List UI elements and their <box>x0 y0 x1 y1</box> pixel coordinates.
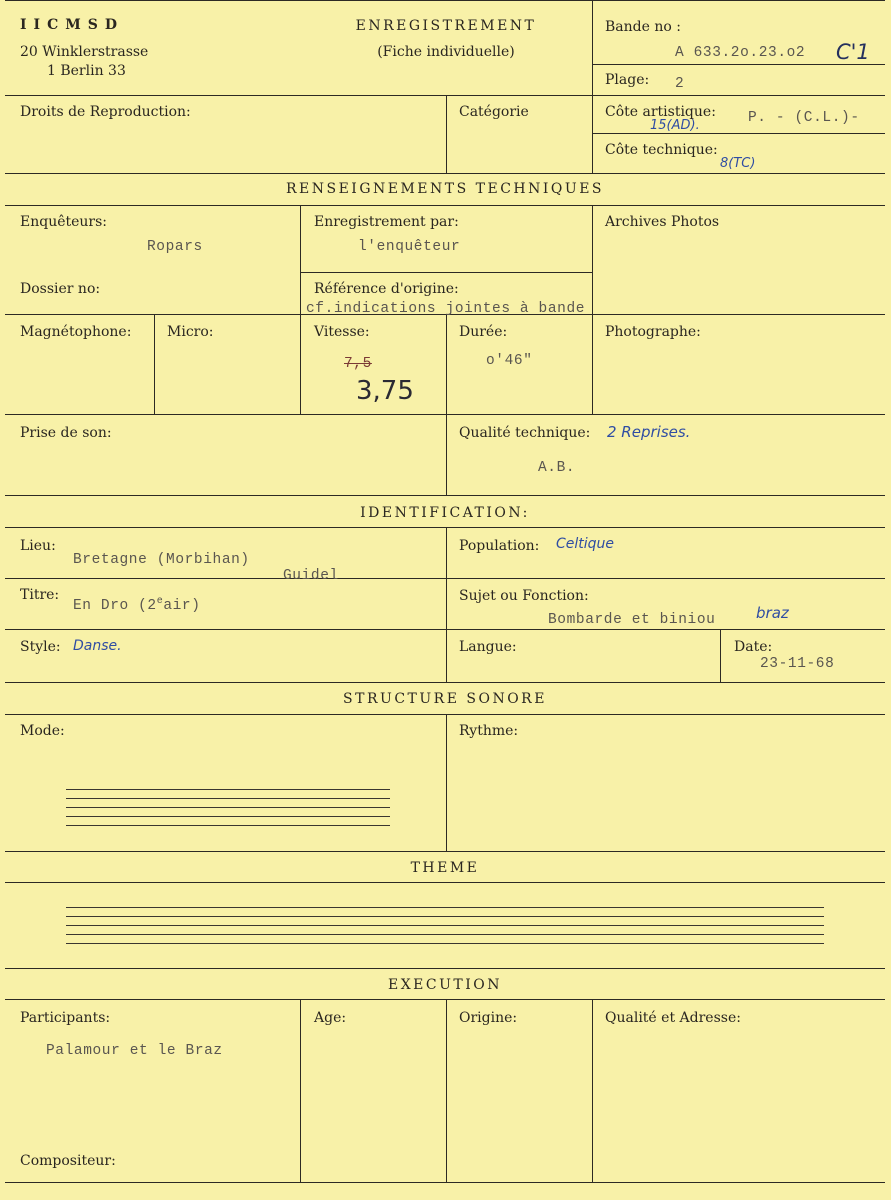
plage-label: Plage: <box>605 72 650 88</box>
date-value: 23-11-68 <box>760 656 835 672</box>
rule <box>154 314 155 414</box>
address-line-2: 1 Berlin 33 <box>47 63 126 79</box>
rule <box>5 495 885 496</box>
photographe-label: Photographe: <box>605 324 701 340</box>
sujet-handwritten: braz <box>756 604 789 622</box>
lieu-value-2: Guidel <box>283 568 339 584</box>
vitesse-label: Vitesse: <box>314 324 370 340</box>
lieu-label: Lieu: <box>20 538 56 554</box>
rule <box>446 95 447 173</box>
section-title-technical: RENSEIGNEMENTS TECHNIQUES <box>285 181 605 197</box>
enqueteurs-label: Enquêteurs: <box>20 214 108 230</box>
qualite-technique-value: A.B. <box>538 460 576 476</box>
bande-label: Bande no : <box>605 19 681 35</box>
staff-line <box>66 934 824 935</box>
cote-technique-label: Côte technique: <box>605 142 718 158</box>
date-label: Date: <box>734 639 773 655</box>
style-label: Style: <box>20 639 61 655</box>
enregistrement-value: l'enquêteur <box>358 239 461 255</box>
rule <box>5 629 885 630</box>
staff-line <box>66 825 390 826</box>
rule <box>5 882 885 883</box>
rule <box>446 527 447 682</box>
card-title: ENREGISTREMENT <box>355 18 537 34</box>
rule <box>5 1182 885 1183</box>
categorie-label: Catégorie <box>459 104 529 120</box>
vitesse-struck-value: 7,5 <box>344 356 372 372</box>
magnetophone-label: Magnétophone: <box>20 324 132 340</box>
reference-value: cf.indications jointes à bande <box>306 301 586 317</box>
cote-artistique-label: Côte artistique: <box>605 104 716 120</box>
duree-value: o'46" <box>486 353 533 369</box>
rule <box>5 999 885 1000</box>
staff-line <box>66 798 390 799</box>
rule <box>5 95 885 96</box>
rule <box>592 0 593 173</box>
section-title-identification: IDENTIFICATION: <box>360 505 530 521</box>
titre-label: Titre: <box>20 587 60 603</box>
section-title-structure: STRUCTURE SONORE <box>343 691 547 707</box>
titre-value-rest: air) <box>163 597 201 614</box>
prise-de-son-label: Prise de son: <box>20 425 112 441</box>
qualite-technique-handwritten: 2 Reprises. <box>607 423 691 441</box>
rule <box>446 314 447 495</box>
rule <box>300 272 592 273</box>
rule <box>300 999 301 1182</box>
droits-label: Droits de Reproduction: <box>20 104 191 120</box>
micro-label: Micro: <box>167 324 214 340</box>
reference-label: Référence d'origine: <box>314 281 459 297</box>
bande-value: A 633.2o.23.o2 <box>675 45 806 61</box>
address-line-1: 20 Winklerstrasse <box>20 44 149 60</box>
rule <box>5 527 885 528</box>
enqueteurs-value: Ropars <box>147 239 203 255</box>
staff-line <box>66 907 824 908</box>
plage-value: 2 <box>675 76 685 92</box>
origine-label: Origine: <box>459 1010 518 1026</box>
rule <box>5 714 885 715</box>
cote-technique-handwritten: 8(TC) <box>720 156 756 171</box>
age-label: Age: <box>314 1010 347 1026</box>
participants-label: Participants: <box>20 1010 111 1026</box>
titre-value <box>73 596 201 614</box>
mode-label: Mode: <box>20 723 65 739</box>
enregistrement-label: Enregistrement par: <box>314 214 459 230</box>
staff-line <box>66 807 390 808</box>
rule <box>720 629 721 682</box>
staff-line <box>66 943 824 944</box>
duree-label: Durée: <box>459 324 508 340</box>
qualite-adresse-label: Qualité et Adresse: <box>605 1010 741 1026</box>
style-handwritten: Danse. <box>73 638 122 654</box>
card-subtitle: (Fiche individuelle) <box>377 44 515 60</box>
staff-line <box>66 816 390 817</box>
archives-photos-label: Archives Photos <box>605 214 720 230</box>
vitesse-handwritten: 3,75 <box>356 376 414 406</box>
rule <box>592 133 885 134</box>
sujet-label: Sujet ou Fonction: <box>459 588 589 604</box>
cote-artistique-value: P. - (C.L.)- <box>748 110 860 126</box>
sujet-value: Bombarde et biniou <box>548 612 716 628</box>
rule <box>5 0 885 1</box>
rule <box>592 64 885 65</box>
rythme-label: Rythme: <box>459 723 519 739</box>
staff-line <box>66 789 390 790</box>
rule <box>5 173 885 174</box>
rule <box>5 851 885 852</box>
staff-line <box>66 925 824 926</box>
population-label: Population: <box>459 538 540 554</box>
rule <box>446 999 447 1182</box>
lieu-value: Bretagne (Morbihan) <box>73 552 250 568</box>
rule <box>446 714 447 851</box>
dossier-label: Dossier no: <box>20 281 101 297</box>
section-title-theme: THEME <box>410 860 480 876</box>
rule <box>300 205 301 414</box>
participants-value: Palamour et le Braz <box>46 1043 223 1059</box>
qualite-technique-label: Qualité technique: <box>459 425 591 441</box>
rule <box>592 999 593 1182</box>
titre-value-main: En Dro (2 <box>73 597 157 614</box>
rule <box>5 414 885 415</box>
rule <box>5 682 885 683</box>
section-title-execution: EXECUTION <box>387 977 502 993</box>
org-logo: IICMSD <box>20 17 124 33</box>
rule <box>5 205 885 206</box>
compositeur-label: Compositeur: <box>20 1153 116 1169</box>
staff-line <box>66 916 824 917</box>
bande-handwritten: C'1 <box>836 40 870 64</box>
titre-value-sup: e <box>156 596 164 607</box>
rule <box>5 578 885 579</box>
population-handwritten: Celtique <box>556 536 615 552</box>
rule <box>5 968 885 969</box>
rule <box>592 205 593 414</box>
langue-label: Langue: <box>459 639 517 655</box>
cote-artistique-handwritten: 15(AD). <box>650 118 700 133</box>
